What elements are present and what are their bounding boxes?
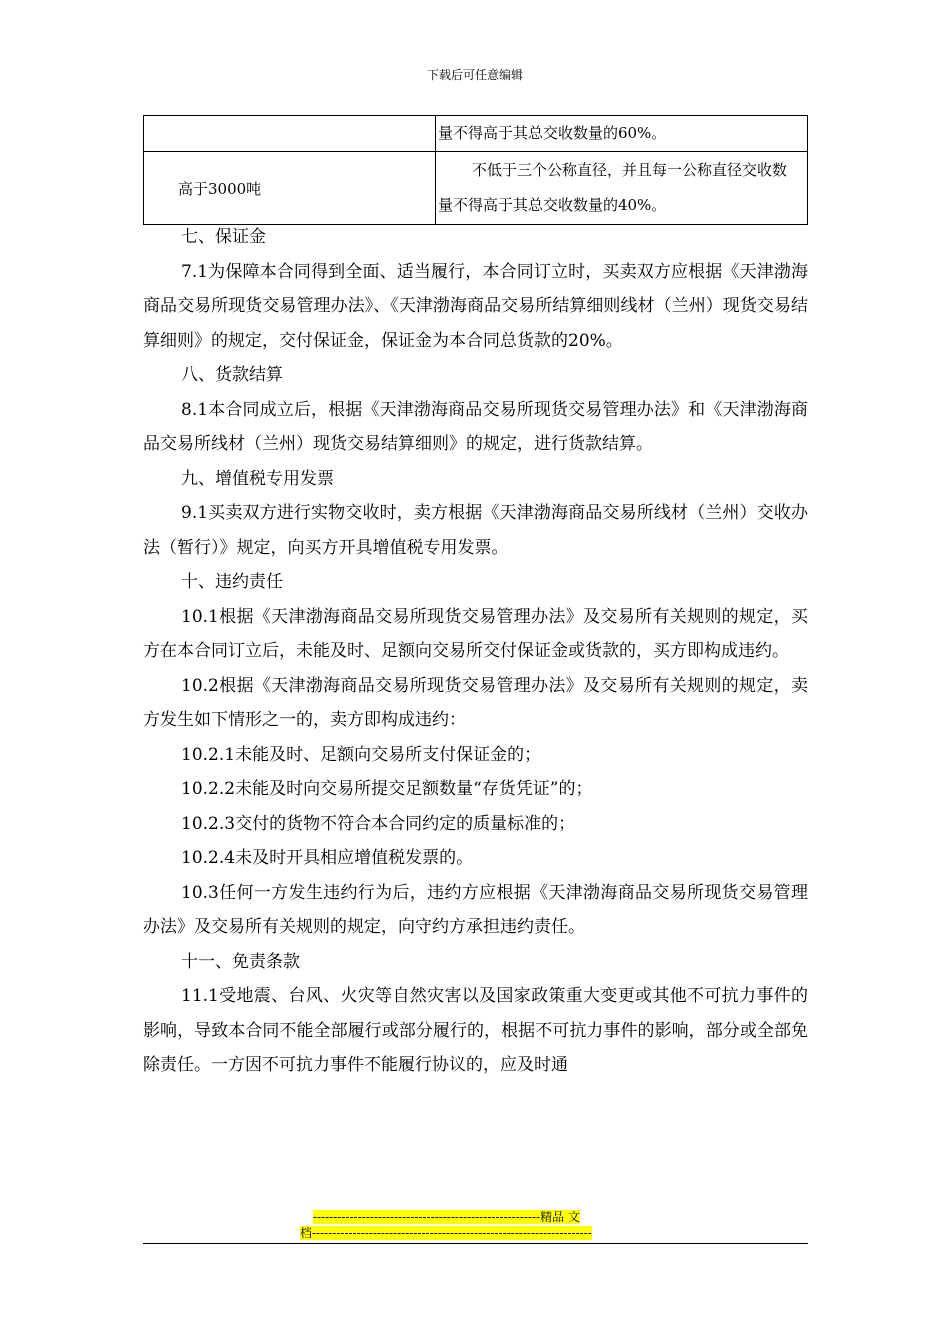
- document-body: [143, 220, 808, 1083]
- paragraph: 11.1受地震、台风、火灾等自然灾害以及国家政策重大变更或其他不可抗力事件的影响，导致本合同不能全部履行或部分履行的，根据不可抗力事件的影响，部分或全部免除责任。一方因不可抗力事件不能履行协议的，应及时通: [143, 986, 808, 1075]
- section-heading: 九、增值税专用发票: [181, 468, 334, 489]
- cell-text: 量不得高于其总交收数量的60%。: [437, 124, 667, 142]
- paragraph: 9.1买卖双方进行实物交收时，卖方根据《天津渤海商品交易所线材（兰州）交收办法（暂行）》规定，向买方开具增值税专用发票。: [143, 503, 808, 558]
- paragraph: 10.2根据《天津渤海商品交易所现货交易管理办法》及交易所有关规则的规定，卖方发生如下情形之一的，卖方即构成违约：: [143, 675, 808, 730]
- footer-rule: [143, 1243, 808, 1244]
- paragraph: 8.1本合同成立后，根据《天津渤海商品交易所现货交易管理办法》和《天津渤海商品交易所线材（兰州）现货交易结算细则》的规定，进行货款结算。: [143, 399, 808, 454]
- footer-text: 档---------------------------------------------------------------------: [300, 1226, 592, 1240]
- section-heading: 七、保证金: [181, 227, 266, 247]
- table-cell: 高于3000吨: [144, 152, 436, 225]
- paragraph: 7.1为保障本合同得到全面、适当履行，本合同订立时，买卖双方应根据《天津渤海商品交易所现货交易管理办法》、《天津渤海商品交易所结算细则线材（兰州）现货交易结算细则》的规定，交付保证金，保证金为本合同总货款的20%。: [143, 261, 808, 351]
- table-row: [144, 152, 808, 225]
- cell-text: 量不得高于其总交收数量的40%。: [437, 196, 667, 214]
- delivery-table: [143, 115, 808, 225]
- table-cell: [435, 152, 807, 225]
- paragraph: 10.3任何一方发生违约行为后，违约方应根据《天津渤海商品交易所现货交易管理办法》及交易所有关规则的规定，向守约方承担违约责任。: [143, 882, 808, 937]
- footer-line: [300, 1209, 660, 1225]
- table-cell: [435, 116, 807, 152]
- paragraph: 10.2.2未能及时向交易所提交足额数量“存货凭证”的；: [181, 779, 593, 799]
- cell-text: 不低于三个公称直径，并且每一公称直径交收数: [471, 161, 787, 179]
- table-cell: [144, 116, 436, 152]
- table-row: [144, 116, 808, 152]
- section-heading: 十一、免责条款: [181, 951, 300, 972]
- section-heading: 十、违约责任: [181, 572, 283, 592]
- section-heading: 八、货款结算: [181, 365, 283, 385]
- page-footer: [300, 1209, 660, 1241]
- paragraph: 10.1根据《天津渤海商品交易所现货交易管理办法》及交易所有关规则的规定，买方在本合同订立后，未能及时、足额向交易所交付保证金或货款的，买方即构成违约。: [143, 606, 808, 661]
- page-header: 下载后可任意编辑: [426, 68, 523, 82]
- paragraph: 10.2.4未及时开具相应增值税发票的。: [181, 848, 474, 868]
- footer-line: [300, 1225, 660, 1241]
- footer-text: --------------------------------------------------------精品 文: [313, 1210, 580, 1224]
- paragraph: 10.2.1未能及时、足额向交易所支付保证金的；: [181, 744, 542, 765]
- paragraph: 10.2.3交付的货物不符合本合同约定的质量标准的；: [181, 813, 576, 834]
